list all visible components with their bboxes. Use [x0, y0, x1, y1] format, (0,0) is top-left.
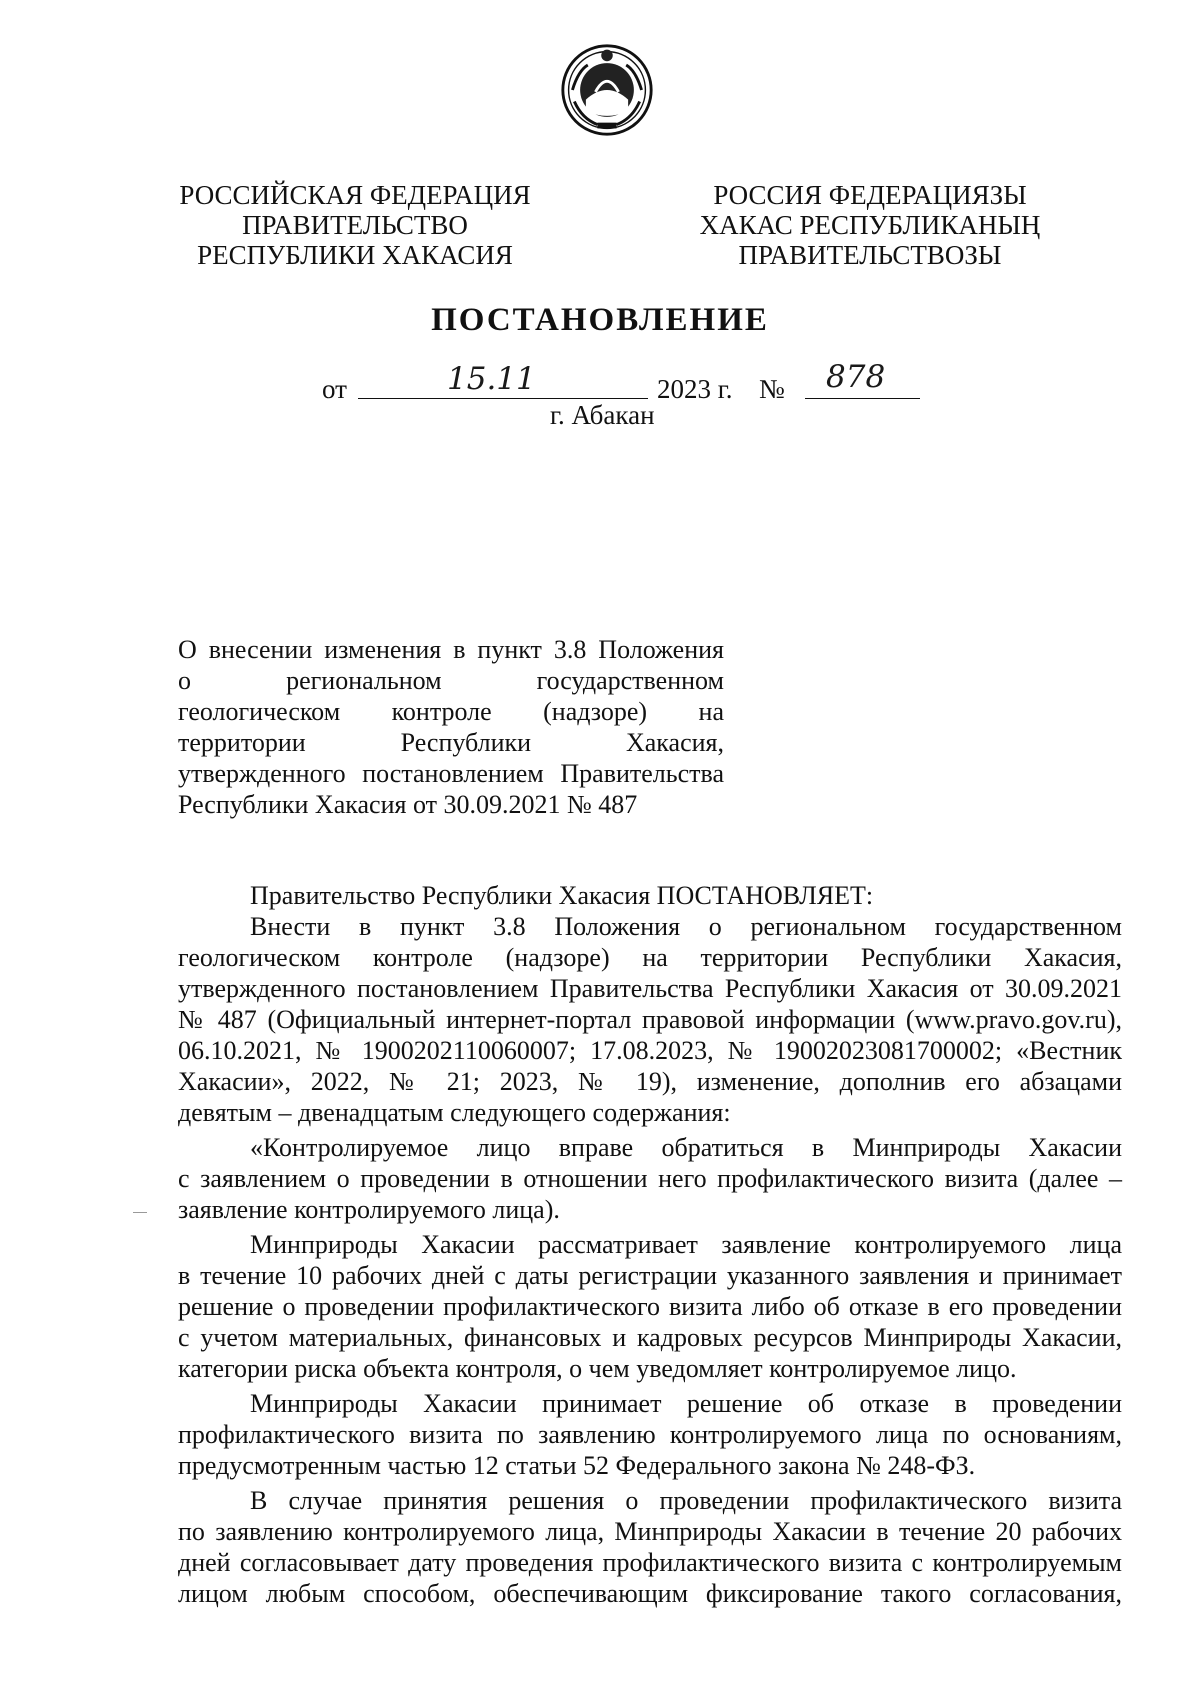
header-left-line: ПРАВИТЕЛЬСТВО — [242, 210, 468, 240]
header-right-line: РОССИЯ ФЕДЕРАЦИЯЗЫ — [713, 180, 1027, 210]
date-underline — [358, 398, 648, 399]
document-title: ПОСТАНОВЛЕНИЕ — [431, 302, 769, 338]
from-label: от — [322, 374, 347, 404]
subject-line: о региональном государственном — [178, 666, 724, 695]
header-right — [680, 180, 1060, 270]
header-left-line: РОССИЙСКАЯ ФЕДЕРАЦИЯ — [179, 180, 531, 210]
city-label: г. Абакан — [550, 400, 655, 430]
body-line: с заявлением о проведении в отношении него профилактического визита (далее – — [178, 1164, 1122, 1193]
body-line: геологическом контроле (надзоре) на территории Республики Хакасия, — [178, 943, 1122, 972]
decree-paragraph: Правительство Республики Хакасия ПОСТАНОВЛЯЕТ: — [250, 881, 874, 910]
handwritten-date: 15.11 — [447, 361, 536, 397]
body-line: заявление контролируемого лица). — [178, 1195, 560, 1224]
body-line: решение о проведении профилактического визита либо об отказе в его проведении — [178, 1292, 1122, 1321]
header-right-line: ХАКАС РЕСПУБЛИКАНЫҢ — [699, 210, 1041, 240]
body-paragraph-2 — [178, 1132, 1122, 1225]
subject-line: О внесении изменения в пункт 3.8 Положения — [178, 635, 724, 664]
body-line: Минприроды Хакасии принимает решение об отказе в проведении — [250, 1389, 1122, 1418]
subject-line: территории Республики Хакасия, — [178, 728, 724, 757]
number-underline — [805, 398, 920, 399]
body-line: профилактического визита по заявлению контролируемого лица по основаниям, — [178, 1420, 1122, 1449]
header-left — [165, 180, 545, 270]
body-paragraph-4 — [178, 1388, 1122, 1481]
body-line: «Контролируемое лицо вправе обратиться в Минприроды Хакасии — [250, 1133, 1122, 1162]
body-paragraph-1 — [178, 911, 1122, 1128]
body-line: по заявлению контролируемого лица, Минприроды Хакасии в течение 20 рабочих — [178, 1517, 1122, 1546]
body-line: № 487 (Официальный интернет-портал правовой информации (www.pravo.gov.ru), — [178, 1005, 1122, 1034]
document-subject — [178, 634, 724, 820]
body-line: Минприроды Хакасии рассматривает заявление контролируемого лица — [250, 1230, 1122, 1259]
body-line: категории риска объекта контроля, о чем уведомляет контролируемое лицо. — [178, 1354, 1017, 1383]
document-body — [178, 880, 1122, 1613]
body-line: предусмотренным частью 12 статьи 52 Федерального закона № 248-ФЗ. — [178, 1451, 976, 1480]
coat-of-arms-emblem — [559, 42, 655, 138]
margin-mark — [133, 1212, 147, 1213]
subject-line: Республики Хакасия от 30.09.2021 № 487 — [178, 790, 638, 819]
body-line: В случае принятия решения о проведении профилактического визита — [250, 1486, 1122, 1515]
number-sign: № — [759, 374, 785, 404]
body-line: девятым – двенадцатым следующего содержания: — [178, 1098, 731, 1127]
header-left-line: РЕСПУБЛИКИ ХАКАСИЯ — [197, 240, 513, 270]
body-line: в течение 10 рабочих дней с даты регистрации указанного заявления и принимает — [178, 1261, 1122, 1290]
body-line: лицом любым способом, обеспечивающим фиксирование такого согласования, — [178, 1579, 1122, 1608]
body-line: Внести в пункт 3.8 Положения о региональном государственном — [250, 912, 1122, 941]
subject-line: геологическом контроле (надзоре) на — [178, 697, 724, 726]
body-paragraph-3 — [178, 1229, 1122, 1384]
body-line: Хакасии», 2022, № 21; 2023, № 19), изменение, дополнив его абзацами — [178, 1067, 1122, 1096]
subject-line: утвержденного постановлением Правительства — [178, 759, 724, 788]
body-line: 06.10.2021, № 1900202110060007; 17.08.2023, № 19002023081700002; «Вестник — [178, 1036, 1122, 1065]
body-paragraph-5 — [178, 1485, 1122, 1609]
year-label: 2023 г. — [657, 374, 733, 404]
header-right-line: ПРАВИТЕЛЬСТВОЗЫ — [738, 240, 1002, 270]
body-line: дней согласовывает дату проведения профилактического визита с контролируемым — [178, 1548, 1122, 1577]
body-line: с учетом материальных, финансовых и кадровых ресурсов Минприроды Хакасии, — [178, 1323, 1122, 1352]
handwritten-number: 878 — [826, 359, 886, 395]
body-line: утвержденного постановлением Правительства Республики Хакасия от 30.09.2021 — [178, 974, 1122, 1003]
